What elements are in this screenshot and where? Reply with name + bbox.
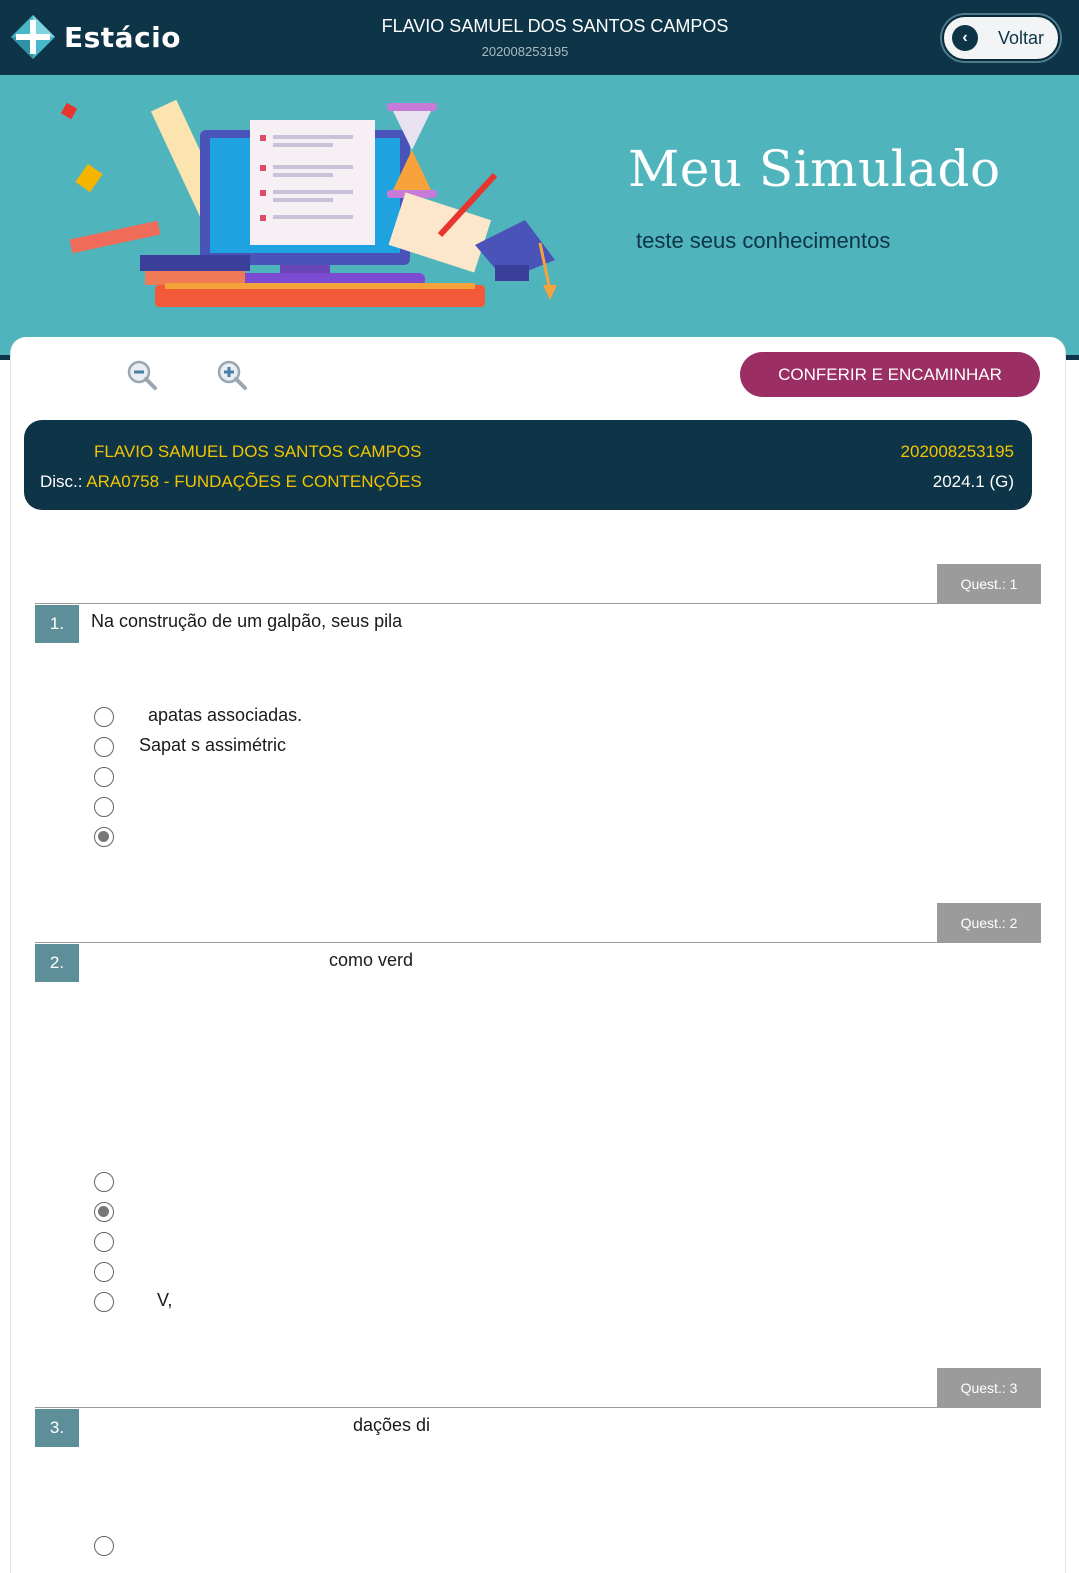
quest-tag: Quest.: 3 [937, 1368, 1041, 1408]
option-radio[interactable] [94, 1536, 114, 1556]
submit-button[interactable]: CONFERIR E ENCAMINHAR [740, 352, 1040, 397]
discipline-name: FUNDAÇÕES E CONTENÇÕES [174, 472, 422, 491]
option-text: V, [157, 1290, 173, 1310]
question-divider [35, 603, 1041, 604]
info-student-id: 202008253195 [900, 442, 1014, 461]
option-radio-selected[interactable] [94, 827, 114, 847]
option-text: Sapat s assimétric [139, 735, 287, 755]
discipline-line [40, 472, 422, 492]
question-text: dações di [353, 1415, 431, 1435]
question-number: 1. [35, 605, 79, 643]
back-button-label: Voltar [998, 27, 1045, 48]
info-student-name: FLAVIO SAMUEL DOS SANTOS CAMPOS [94, 442, 422, 461]
chevron-left-icon: ‹ [952, 25, 978, 51]
brand-name: Estácio [64, 20, 182, 54]
zoom-out-icon[interactable] [125, 358, 159, 392]
banner-title: Meu Simulado [628, 140, 1001, 198]
question-text: Na construção de um galpão, seus pila [91, 611, 403, 631]
estacio-logo [10, 14, 181, 60]
question-divider [35, 942, 1041, 943]
option-radio[interactable] [94, 797, 114, 817]
student-info-box [24, 420, 1032, 510]
semester: 2024.1 (G) [932, 472, 1014, 491]
question-number: 2. [35, 944, 79, 982]
option-radio[interactable] [94, 737, 114, 757]
option-text: apatas associadas. [148, 705, 303, 725]
option-radio[interactable] [94, 1292, 114, 1312]
option-radio[interactable] [94, 1262, 114, 1282]
estacio-logo-icon [10, 14, 56, 60]
zoom-in-icon[interactable] [215, 358, 249, 392]
question-divider [35, 1407, 1041, 1408]
quest-tag: Quest.: 1 [937, 564, 1041, 604]
discipline-prefix: Disc.: [40, 472, 83, 491]
header-student-name: FLAVIO SAMUEL DOS SANTOS CAMPOS [381, 16, 729, 36]
question-text: como verd [329, 950, 414, 970]
top-bar [0, 0, 1079, 75]
discipline-code: ARA0758 - [86, 472, 170, 491]
option-radio[interactable] [94, 767, 114, 787]
quest-tag: Quest.: 2 [937, 903, 1041, 943]
question-number: 3. [35, 1409, 79, 1447]
back-button[interactable] [942, 15, 1060, 61]
option-radio[interactable] [94, 1232, 114, 1252]
option-radio[interactable] [94, 1172, 114, 1192]
option-radio[interactable] [94, 707, 114, 727]
banner-subtitle: teste seus conhecimentos [636, 228, 891, 253]
simulado-card [10, 337, 1066, 1573]
header-student-id: 202008253195 [481, 44, 569, 59]
study-illustration [55, 95, 575, 320]
option-radio-selected[interactable] [94, 1202, 114, 1222]
